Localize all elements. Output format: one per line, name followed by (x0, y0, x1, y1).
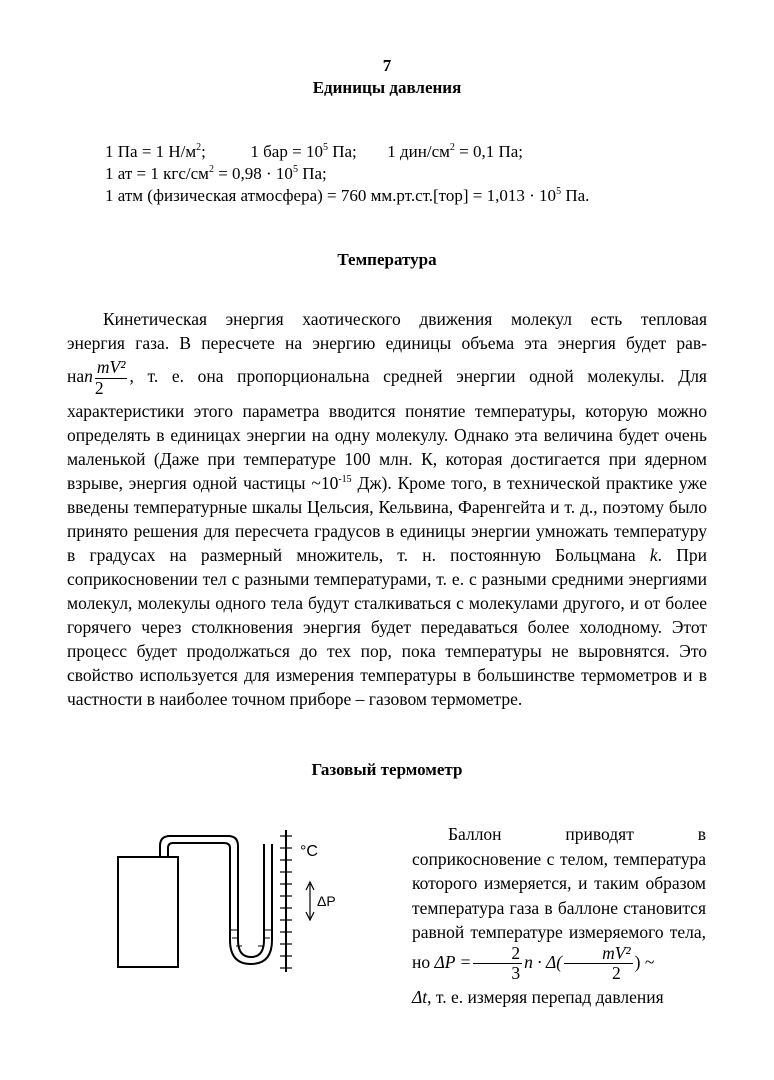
pressure-line-2: 1 ат = 1 кгс/$см^2 = 0,98 \cdot 10^5$ Па; (105, 164, 327, 183)
pressure-line-3: 1 атм (физическая атмосфера) = 760 $мм.рт.ст.[тор] = 1,013 \cdot 10^5$ Па. (105, 186, 590, 205)
gas-thermometer-diagram (110, 822, 360, 982)
fraction-mv2-over-2: $\frac{\text{mV²}}{2}$ (94, 357, 126, 398)
temperature-paragraph (67, 307, 707, 711)
section-title-gas-thermometer: Газовый термометр (311, 760, 463, 779)
page-number: 7 (382, 56, 392, 75)
celsius-label: °C (300, 843, 318, 860)
u-tube-inner (168, 843, 272, 964)
gas-balloon (118, 857, 178, 967)
gas-thermometer-paragraph: Баллон приводят в соприкосновение с телом, температура которого измеряется, и таким образом температура газа в баллоне становится равной температуре измеряемого тела, но ΔP = $\frac{2}{3}$ n · Δ( $\frac{\text{mV²}}{2}$ ) ~ Δt, т. е. измеряя перепад давления (412, 824, 706, 1007)
delta-p-label: ΔP (317, 893, 336, 909)
u-tube-outer (160, 836, 264, 957)
section-title-pressure: Единицы давления (312, 78, 462, 97)
pressure-line-1: 1 Па = 1 $Н/м^2$; 1 бар = $10^5$ Па; 1 дин/$см^2 = 0,1$ Па; (105, 142, 524, 161)
temperature-line-1: Кинетическая энергия хаотического движения молекул есть тепловая (103, 309, 707, 329)
temperature-rest: характеристики этого параметра вводится понятие температуры, которую можно определять в единицах энергии на одну молекулу. Однако эта величина будет очень маленькой (Даже при температуре 100 млн. К, которая достигается при ядерном взрыве, энергия одной частицы $\sim 10^{-15}$ Дж). Кроме того, в технической практике уже введены температурные шкалы Цельсия, Кельвина, Фаренгейта и т. д., поэтому было принято решения для пересчета градусов в единицы энергии умножать температуру в градусах на размерный множитель, т. н. постоянную Больцмана k. При соприкосновении тел с разными температурами, т. е. с разными средними энергиями молекул, молекулы одного тела будут сталкиваться с молекулами другого, и от более горячего через столкновения энергия будет передаваться более холодному. Этот процесс будет продолжаться до тех пор, пока температуры не выровнятся. Это свойство используется для измерения температуры в большинстве термометров и в частности в наиболее точном приборе – газовом термометре. (67, 401, 707, 709)
section-title-temperature: Температура (337, 250, 437, 269)
temperature-line-2: энергия газа. В пересчете на энергию единицы объема эта энергия будет рав- (67, 333, 707, 353)
mercury-level (230, 930, 272, 946)
temperature-line-3: наn $\frac{\text{mV²}}{2}$ , т. е. она пропорциональна средней энергии одной молекулы. Для (67, 357, 707, 398)
pressure-equation: ΔP = $\frac{2}{3}$ n · Δ( $\frac{\text{mV²}}{2}$ ) ~ (434, 942, 655, 983)
